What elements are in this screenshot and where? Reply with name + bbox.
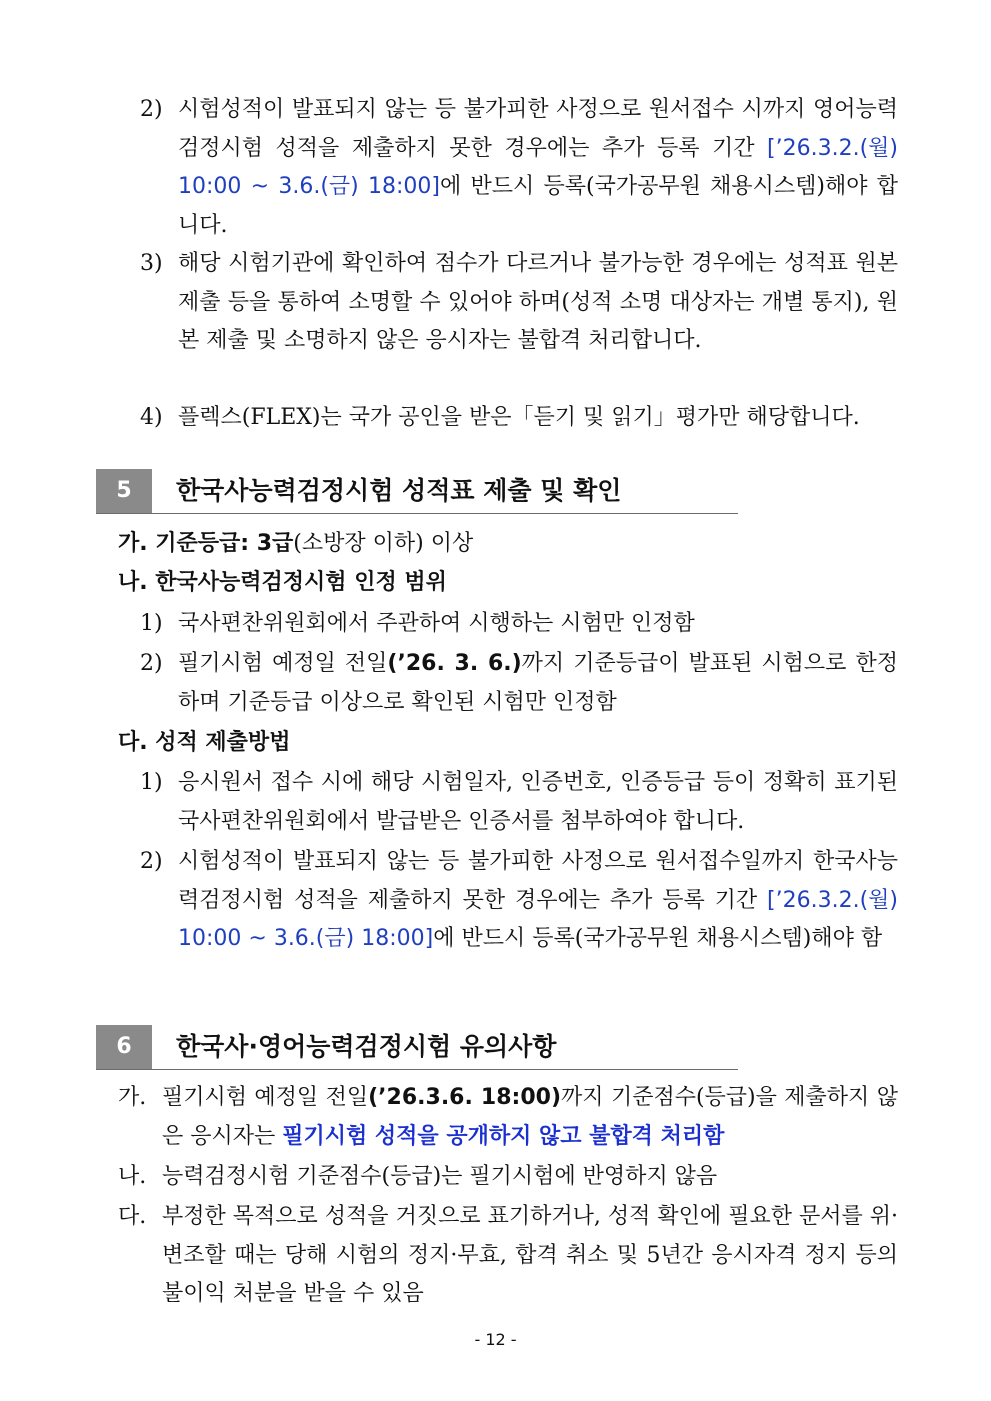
failure-notice: 필기시험 성적을 공개하지 않고 불합격 처리함 [282, 1123, 725, 1149]
submission-method-heading: 다. 성적 제출방법 [118, 730, 291, 755]
item-text: 플렉스(FLEX)는 국가 공인을 받은「듣기 및 읽기」평가만 해당합니다. [178, 405, 860, 430]
item-text: 필기시험 예정일 전일(’26.3.6. 18:00)까지 기준점수(등급)을 제출하지 않은 응시자는 필기시험 성적을 공개하지 않고 불합격 처리함 [162, 1085, 898, 1149]
page-number: - 12 - [474, 1330, 517, 1349]
item-number: 4) [140, 405, 163, 430]
item-text: 시험성적이 발표되지 않는 등 불가피한 사정으로 원서접수일까지 한국사능력검정시험 성적을 제출하지 못한 경우에는 추가 등록 기간 [’26.3.2.(월) 10:00 ~ 3.6.(금) 18:00]에 반드시 등록(국가공무원 채용시스템)해야 함 [178, 849, 898, 951]
item-number: 1) [140, 770, 163, 795]
item-text: 해당 시험기관에 확인하여 점수가 다르거나 불가능한 경우에는 성적표 원본 제출 등을 통하여 소명할 수 있어야 하며(성적 소명 대상자는 개별 통지), 원본 제출 및 소명하지 않은 응시자는 불합격 처리합니다. [178, 251, 898, 353]
item-label: 다. [118, 1204, 147, 1229]
item-text: 능력검정시험 기준점수(등급)는 필기시험에 반영하지 않음 [162, 1164, 718, 1189]
section-5-header [96, 469, 738, 514]
item-text: 국사편찬위원회에서 주관하여 시행하는 시험만 인정함 [178, 611, 695, 636]
section-6-header [96, 1025, 738, 1070]
date-range: [’26.3.2.(월) 10:00 ~ 3.6.(금) 18:00] [178, 135, 898, 199]
item-text: 응시원서 접수 시에 해당 시험일자, 인증번호, 인증등급 등이 정확히 표기된 국사편찬위원회에서 발급받은 인증서를 첨부하여야 합니다. [178, 770, 898, 834]
item-number: 3) [140, 251, 163, 276]
item-label: 나. [118, 1164, 147, 1189]
section-title: 한국사·영어능력검정시험 유의사항 [176, 1032, 557, 1061]
section-number: 6 [96, 1025, 152, 1069]
item-number: 2) [140, 651, 163, 676]
item-number: 1) [140, 611, 163, 636]
item-text: 시험성적이 발표되지 않는 등 불가피한 사정으로 원서접수 시까지 영어능력검정시험 성적을 제출하지 못한 경우에는 추가 등록 기간 [’26.3.2.(월) 10:00 ~ 3.6.(금) 18:00]에 반드시 등록(국가공무원 채용시스템)해야 합니다. [178, 97, 898, 238]
section-number: 5 [96, 469, 152, 513]
criteria-grade: 가. 기준등급: 3급(소방장 이하) 이상 [118, 531, 474, 556]
item-label: 가. [118, 1085, 147, 1110]
item-number: 2) [140, 849, 163, 874]
item-number: 2) [140, 97, 163, 122]
deadline-date: (’26. 3. 6.) [387, 651, 522, 676]
section-title: 한국사능력검정시험 성적표 제출 및 확인 [176, 476, 622, 505]
deadline-date: (’26.3.6. 18:00) [368, 1085, 562, 1110]
recognition-scope-heading: 나. 한국사능력검정시험 인정 범위 [118, 570, 447, 595]
item-text: 부정한 목적으로 성적을 거짓으로 표기하거나, 성적 확인에 필요한 문서를 위·변조할 때는 당해 시험의 정지·무효, 합격 취소 및 5년간 응시자격 정지 등의 불이익 처분을 받을 수 있음 [162, 1204, 898, 1306]
item-text: 필기시험 예정일 전일(’26. 3. 6.)까지 기준등급이 발표된 시험으로 한정하며 기준등급 이상으로 확인된 시험만 인정함 [178, 651, 898, 715]
date-range: [’26.3.2.(월) 10:00 ~ 3.6.(금) 18:00] [178, 887, 898, 951]
